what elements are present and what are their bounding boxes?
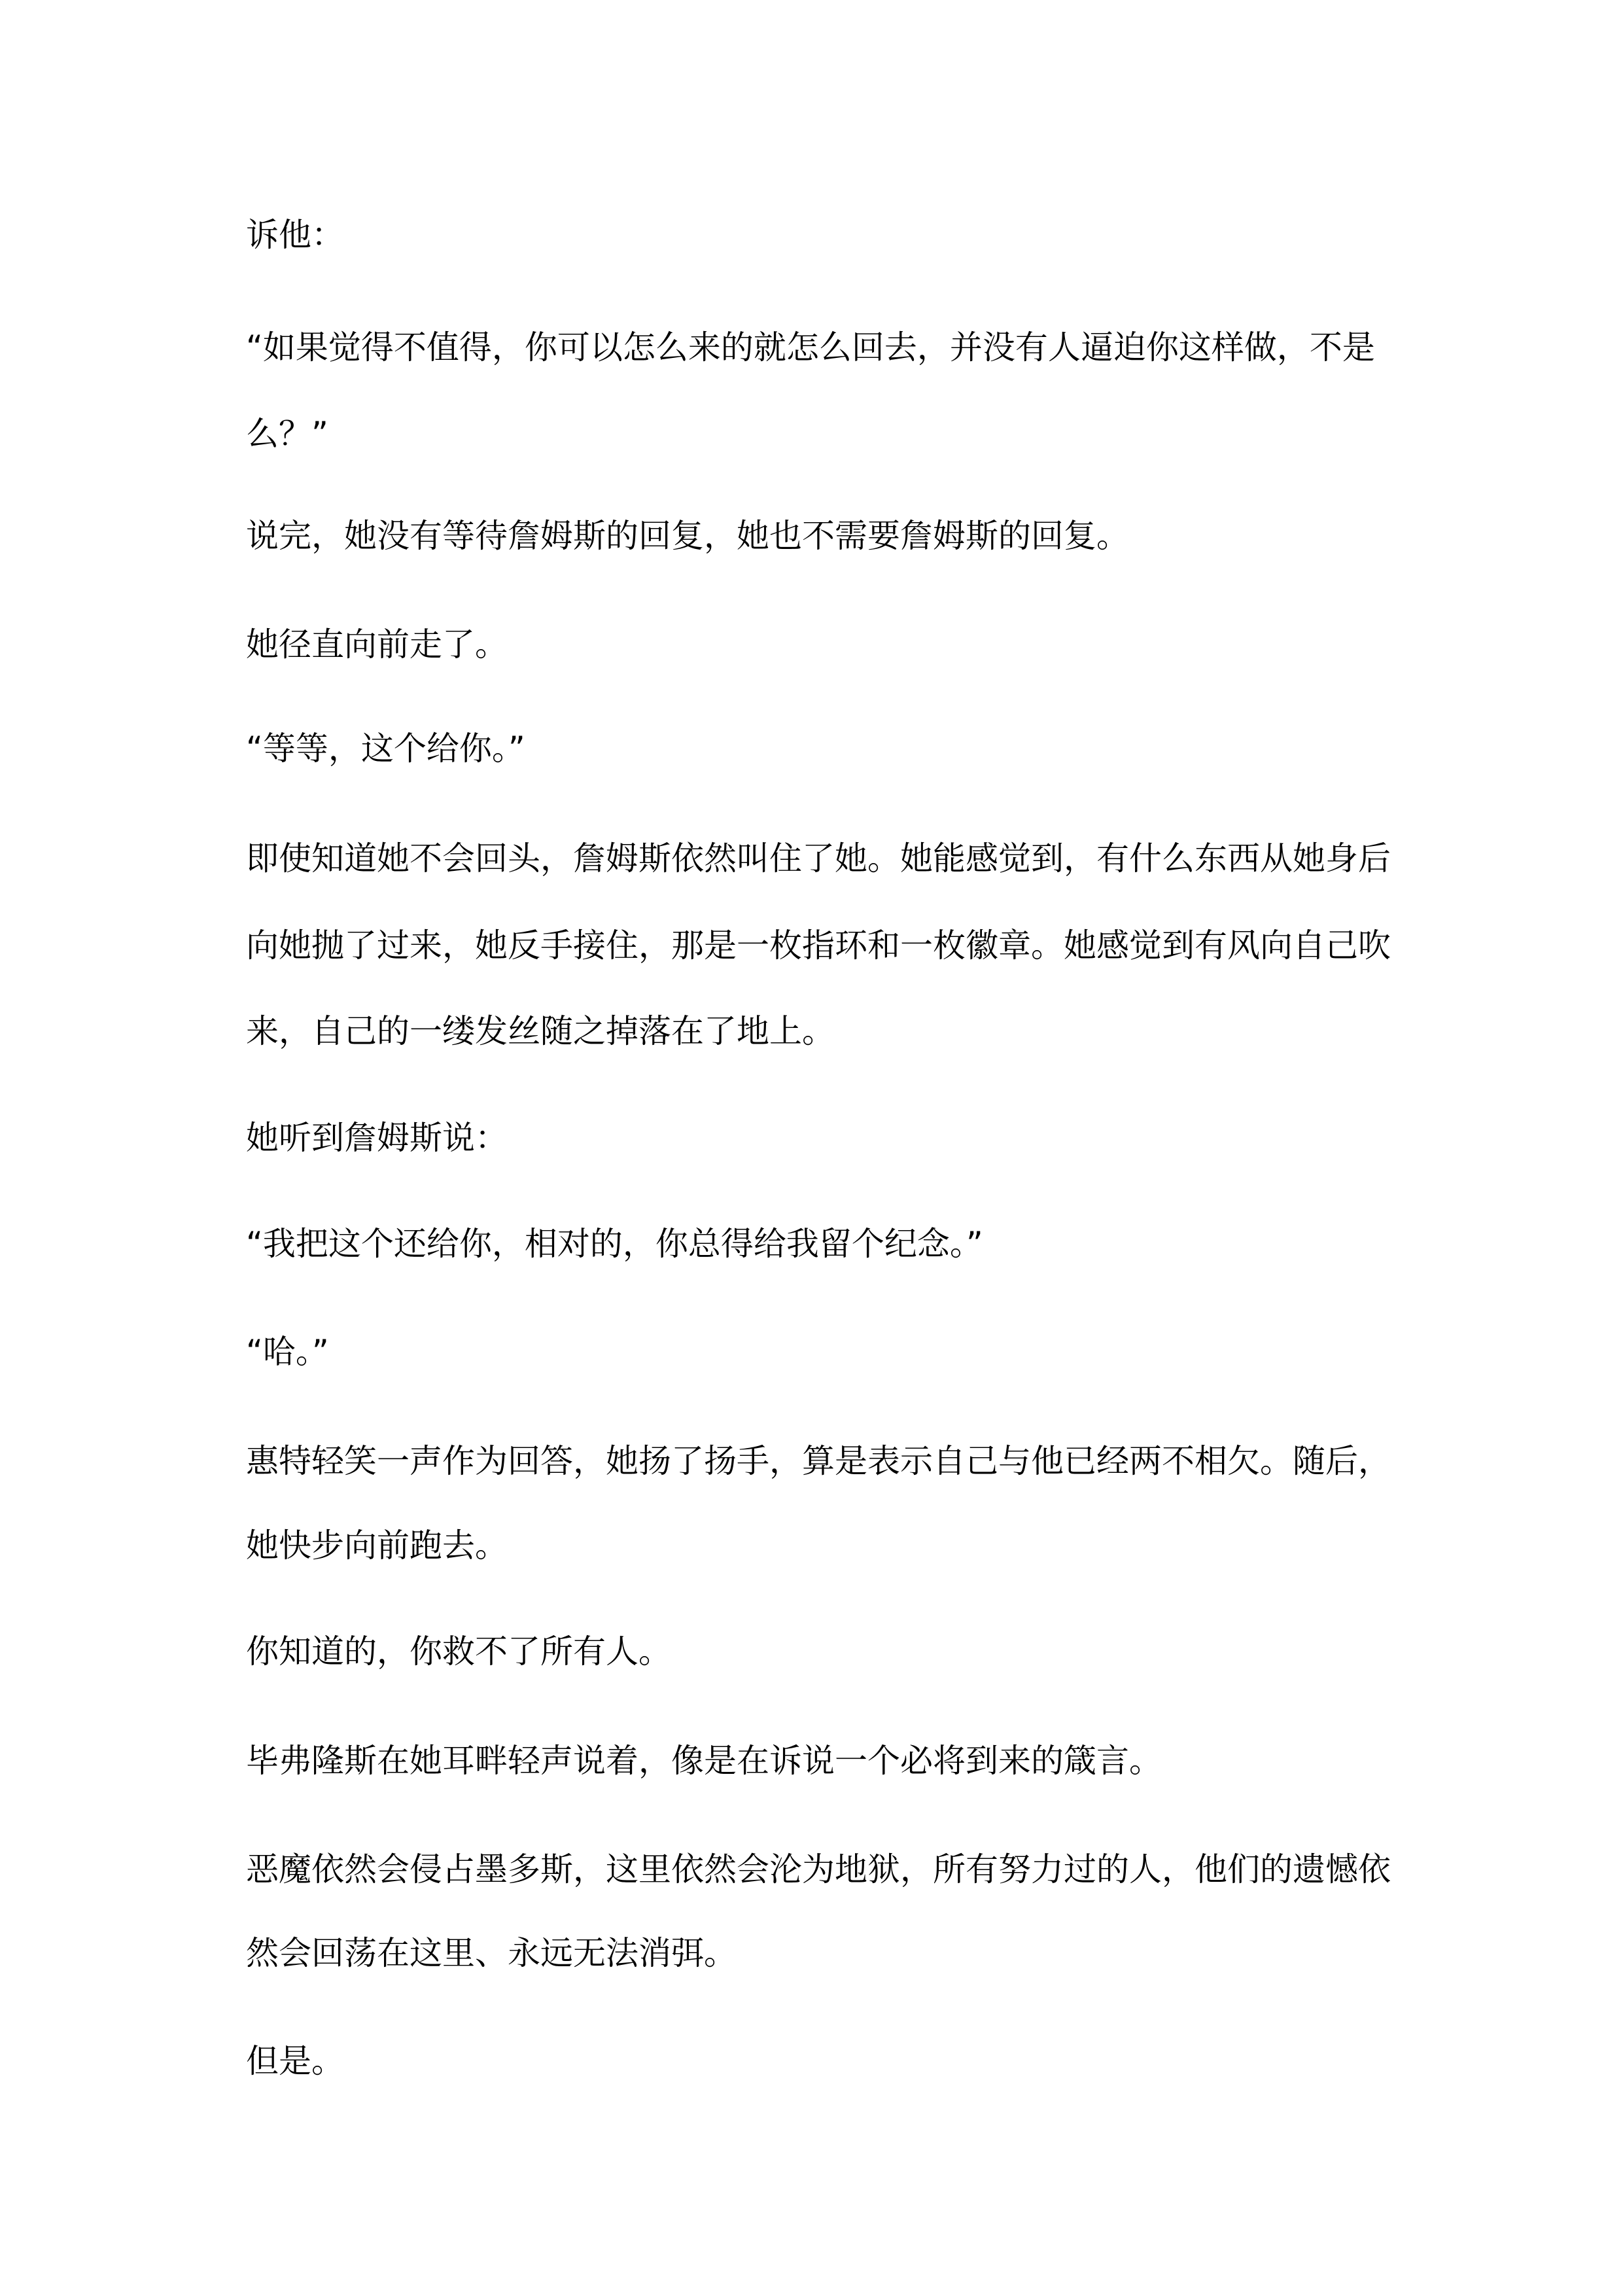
text-line: 她径直向前走了。 bbox=[246, 626, 508, 663]
text-line: “等等，这个给你。” bbox=[246, 730, 525, 768]
text-line: 惠特轻笑一声作为回答，她扬了扬手，算是表示自己与他已经两不相欠。随后， bbox=[246, 1442, 1391, 1480]
text-line: 她快步向前跑去。 bbox=[246, 1527, 508, 1564]
text-line: 么？” bbox=[246, 415, 328, 453]
text-line: 向她抛了过来，她反手接住，那是一枚指环和一枚徽章。她感觉到有风向自己吹 bbox=[246, 927, 1391, 964]
text-line: “我把这个还给你，相对的，你总得给我留个纪念。” bbox=[246, 1225, 983, 1263]
text-line: 你知道的，你救不了所有人。 bbox=[246, 1633, 671, 1670]
text-line: 说完，她没有等待詹姆斯的回复，她也不需要詹姆斯的回复。 bbox=[246, 517, 1129, 555]
text-line: 但是。 bbox=[246, 2042, 344, 2080]
text-line: 恶魔依然会侵占墨多斯，这里依然会沦为地狱，所有努力过的人，他们的遗憾依 bbox=[246, 1850, 1391, 1888]
text-line: 她听到詹姆斯说： bbox=[246, 1119, 508, 1157]
text-line: 即使知道她不会回头，詹姆斯依然叫住了她。她能感觉到，有什么东西从她身后 bbox=[246, 839, 1391, 877]
text-line: 然会回荡在这里、永远无法消弭。 bbox=[246, 1934, 737, 1972]
text-line: “如果觉得不值得，你可以怎么来的就怎么回去，并没有人逼迫你这样做，不是 bbox=[246, 328, 1375, 366]
text-line: 诉他： bbox=[246, 216, 344, 254]
text-line: 来，自己的一缕发丝随之掉落在了地上。 bbox=[246, 1012, 835, 1050]
text-line: “哈。” bbox=[246, 1333, 329, 1371]
text-line: 毕弗隆斯在她耳畔轻声说着，像是在诉说一个必将到来的箴言。 bbox=[246, 1742, 1162, 1780]
